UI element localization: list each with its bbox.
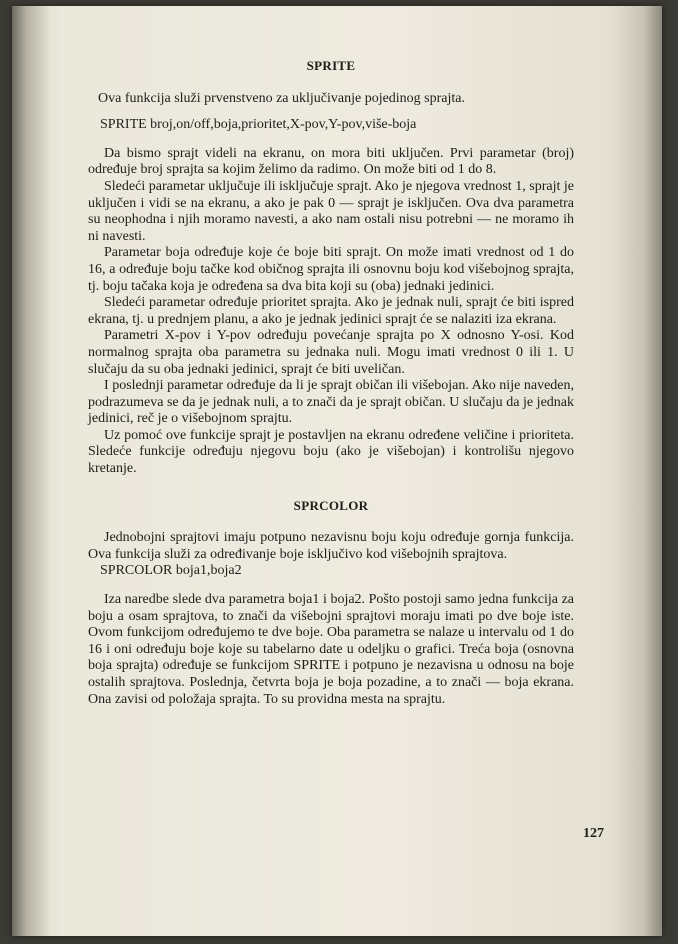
- sprite-paragraph-7: Uz pomoć ove funkcije sprajt je postavljen na ekranu određene veličine i prioriteta. Sledeće funkcije određuju njegovu boju (ako je višebojan) i kontrolišu njegovo kretanje.: [88, 427, 574, 477]
- sprite-paragraph-1: Da bismo sprajt videli na ekranu, on mora biti uključen. Prvi parametar (broj) određuje broj sprajta sa kojim želimo da radimo. On može biti od 1 do 8.: [88, 145, 574, 178]
- sprite-paragraph-6: I poslednji parametar određuje da li je sprajt običan ili višebojan. Ako nije naveden, podrazumeva se da je jednak nuli, a to znači da je sprajt običan. U slučaju da je jednak jedinici, reč je o višebojnom sprajtu.: [88, 378, 574, 427]
- page-number: 127: [583, 826, 604, 841]
- book-spine-shadow: [12, 6, 50, 936]
- sprcolor-paragraph-1: Iza naredbe slede dva parametra boja1 i boja2. Pošto postoji samo jedna funkcija za boju a osam sprajtova, to znači da višebojni sprajtovi moraju imati po dve boje iste. Ovom funkcijom određujemo te dve boje. Oba parametra se nalaze u intervalu od 1 do 16 i oni određuju boje koje su tabelarno date u odeljku o grafici. Treća boja (osnovna boja sprajta) određuje se funkcijom SPRITE i potpuno je nezavisna u odnosu na boje ostalih sprajtova. Poslednja, četvrta boja je boja pozadine, a to znači — boja ekrana. Ona zavisi od položaja sprajta. To su providna mesta na sprajtu.: [88, 592, 574, 707]
- sprcolor-intro: Jednobojni sprajtovi imaju potpuno nezavisnu boju koju određuje gornja funkcija. Ova funkcija služi za određivanje boje isključivo kod višebojnih sprajtova.: [88, 530, 574, 562]
- sprite-paragraph-4: Sledeći parametar određuje prioritet sprajta. Ako je jednak nuli, sprajt će biti ispred ekrana, tj. u prednjem planu, a ako je jednak jedinici sprajt će se nalaziti iza ekrana.: [88, 295, 574, 327]
- sprite-paragraph-2: Sledeći parametar uključuje ili isključuje sprajt. Ako je njegova vrednost 1, sprajt je uključen i vidi se na ekranu, a ako je pak 0 — sprajt je isključen. Ova dva parametra su neophodna i njih moramo navesti, a ako nam ostali nisu potrebni — ne moramo ih ni navesti.: [88, 178, 574, 244]
- book-page: [12, 6, 662, 936]
- page-content: [88, 58, 574, 708]
- sprite-paragraph-5: Parametri X-pov i Y-pov određuju povećanje sprajta po X odnosno Y-osi. Kod normalnog sprajta oba parametra su jednaka nuli. Mogu imati vrednost 0 ili 1. U slučaju da su oba jednaki jedinici, sprajt će biti uveličan.: [88, 328, 574, 377]
- sprite-syntax: SPRITE broj,on/off,boja,prioritet,X-pov,Y-pov,više-boja: [100, 117, 417, 133]
- sprcolor-syntax: SPRCOLOR boja1,boja2: [100, 563, 242, 579]
- sprite-paragraph-3: Parametar boja određuje koje će boje biti sprajt. On može imati vrednost od 1 do 16, a određuje boju tačke kod običnog sprajta ili osnovnu boju kod višebojnog sprajta, tj. boju tačaka koja je određena sa dva bita koji su (oba) jednaki jedinici.: [88, 245, 574, 294]
- sprite-intro: Ova funkcija služi prvenstveno za uključivanje pojedinog sprajta.: [98, 90, 466, 106]
- page-edge-shadow: [644, 6, 662, 936]
- section-title-sprite: SPRITE: [306, 58, 356, 73]
- section-title-sprcolor: SPRCOLOR: [293, 497, 369, 513]
